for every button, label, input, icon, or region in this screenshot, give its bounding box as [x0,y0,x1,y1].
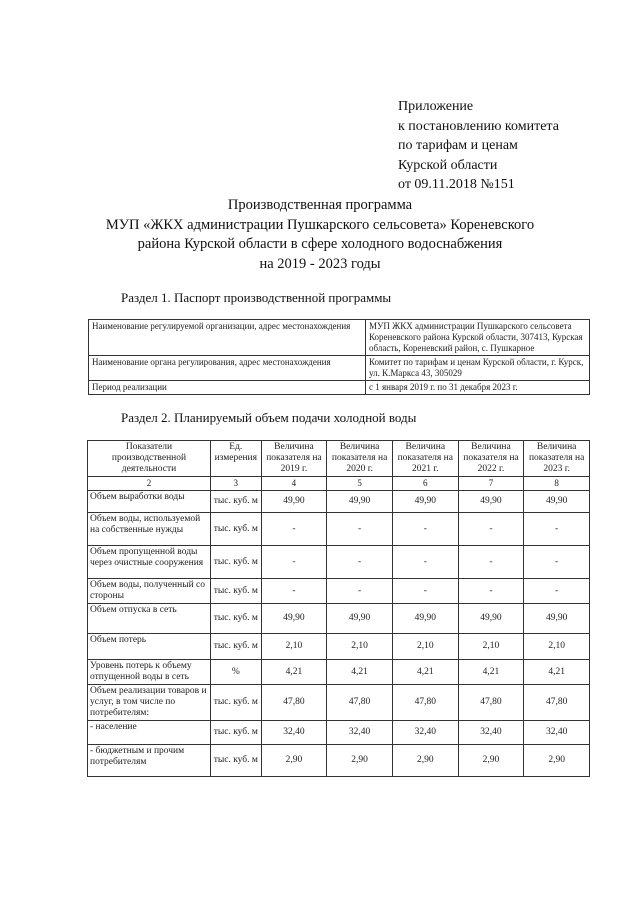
value-cell: 2,90 [524,745,590,777]
appendix-line: по тарифам и ценам [398,138,518,153]
value-cell: 47,80 [392,685,458,721]
value-cell: 2,90 [392,745,458,777]
passport-label: Наименование регулируемой организации, адрес местонахождения [89,320,366,356]
column-number: 3 [211,477,262,491]
value-cell: 32,40 [524,721,590,745]
value-cell: 49,90 [524,491,590,513]
column-number: 7 [458,477,524,491]
value-cell: 49,90 [392,604,458,634]
value-cell: - [524,513,590,546]
table-row [88,634,590,660]
value-cell: - [261,513,327,546]
value-cell: 49,90 [524,604,590,634]
value-cell: 49,90 [458,604,524,634]
value-cell: 47,80 [458,685,524,721]
table-row [88,721,590,745]
value-cell: 49,90 [261,604,327,634]
value-cell: - [458,579,524,604]
value-cell: 4,21 [392,660,458,685]
table-row [89,381,590,395]
table-row [89,320,590,356]
unit-cell: тыс. куб. м [211,604,262,634]
unit-cell: тыс. куб. м [211,491,262,513]
appendix-block [398,97,559,195]
column-number: 2 [88,477,211,491]
unit-cell: % [211,660,262,685]
column-header: Величина показателя на 2022 г. [458,441,524,477]
value-cell: - [261,546,327,579]
column-header: Величина показателя на 2021 г. [392,441,458,477]
value-cell: 2,10 [458,634,524,660]
passport-value: Комитет по тарифам и ценам Курской области, г. Курск, ул. К.Маркса 43, 305029 [366,356,590,381]
passport-label: Наименование органа регулирования, адрес местонахождения [89,356,366,381]
value-cell: - [458,546,524,579]
document-title [60,196,580,274]
column-header: Показатели производственной деятельности [88,441,211,477]
title-line: МУП «ЖКХ администрации Пушкарского сельсовета» Кореневского [105,216,535,233]
column-number: 6 [392,477,458,491]
value-cell: - [458,513,524,546]
volume-table [87,440,590,777]
table-row [89,356,590,381]
value-cell: 32,40 [392,721,458,745]
indicator-name: Объем воды, полученный со стороны [88,579,211,604]
table-row [88,513,590,546]
value-cell: 49,90 [392,491,458,513]
table-header-row [88,441,590,477]
table-row [88,491,590,513]
value-cell: 4,21 [524,660,590,685]
value-cell: 32,40 [458,721,524,745]
table-row [88,745,590,777]
value-cell: - [327,579,393,604]
indicator-name: - население [88,721,211,745]
value-cell: 2,10 [327,634,393,660]
table-row [88,660,590,685]
value-cell: 47,80 [524,685,590,721]
value-cell: 2,90 [458,745,524,777]
passport-value: МУП ЖКХ администрации Пушкарского сельсовета Кореневского района Курской области, 307413, Курская область, Кореневский район, с. Пушкарное [366,320,590,356]
column-header: Величина показателя на 2019 г. [261,441,327,477]
appendix-line: Приложение [398,99,474,114]
unit-cell: тыс. куб. м [211,745,262,777]
appendix-line: от 09.11.2018 №151 [398,177,515,192]
value-cell: 4,21 [261,660,327,685]
value-cell: 2,10 [524,634,590,660]
indicator-name: Объем отпуска в сеть [88,604,211,634]
table-row [88,604,590,634]
unit-cell: тыс. куб. м [211,721,262,745]
section1-heading: Раздел 1. Паспорт производственной программы [121,290,392,305]
indicator-name: Объем выработки воды [88,491,211,513]
appendix-line: Курской области [398,157,498,173]
indicator-name: Уровень потерь к объему отпущенной воды в сеть [88,660,211,685]
value-cell: - [524,579,590,604]
value-cell: 47,80 [327,685,393,721]
value-cell: 32,40 [327,721,393,745]
passport-value: с 1 января 2019 г. по 31 декабря 2023 г. [366,381,590,395]
value-cell: - [392,579,458,604]
title-line: Производственная программа [227,197,413,213]
table-row [88,579,590,604]
indicator-name: Объем потерь [88,634,211,660]
section2-heading: Раздел 2. Планируемый объем подачи холодной воды [121,410,417,425]
unit-cell: тыс. куб. м [211,685,262,721]
indicator-name: Объем реализации товаров и услуг, в том числе по потребителям: [88,685,211,721]
value-cell: 2,10 [392,634,458,660]
value-cell: - [392,513,458,546]
value-cell: 49,90 [327,604,393,634]
table-row [88,546,590,579]
indicator-name: - бюджетным и прочим потребителям [88,745,211,777]
value-cell: - [327,513,393,546]
value-cell: 2,10 [261,634,327,660]
value-cell: 32,40 [261,721,327,745]
passport-table [88,319,590,395]
value-cell: 4,21 [327,660,393,685]
column-number-row [88,477,590,491]
title-line: на 2019 - 2023 годы [259,255,381,272]
column-header: Ед. измерения [211,441,262,477]
unit-cell: тыс. куб. м [211,546,262,579]
indicator-name: Объем пропущенной воды через очистные сооружения [88,546,211,579]
passport-label: Период реализации [89,381,366,395]
value-cell: - [524,546,590,579]
value-cell: 47,80 [261,685,327,721]
column-header: Величина показателя на 2023 г. [524,441,590,477]
unit-cell: тыс. куб. м [211,634,262,660]
value-cell: 49,90 [261,491,327,513]
value-cell: 2,90 [261,745,327,777]
unit-cell: тыс. куб. м [211,513,262,546]
title-line: района Курской области в сфере холодного водоснабжения [137,236,503,252]
value-cell: - [392,546,458,579]
value-cell: 4,21 [458,660,524,685]
column-number: 8 [524,477,590,491]
table-row [88,685,590,721]
column-number: 5 [327,477,393,491]
value-cell: 2,90 [327,745,393,777]
value-cell: - [261,579,327,604]
unit-cell: тыс. куб. м [211,579,262,604]
appendix-line: к постановлению комитета [398,118,559,134]
indicator-name: Объем воды, используемой на собственные нужды [88,513,211,546]
value-cell: 49,90 [327,491,393,513]
value-cell: - [327,546,393,579]
column-header: Величина показателя на 2020 г. [327,441,393,477]
column-number: 4 [261,477,327,491]
value-cell: 49,90 [458,491,524,513]
